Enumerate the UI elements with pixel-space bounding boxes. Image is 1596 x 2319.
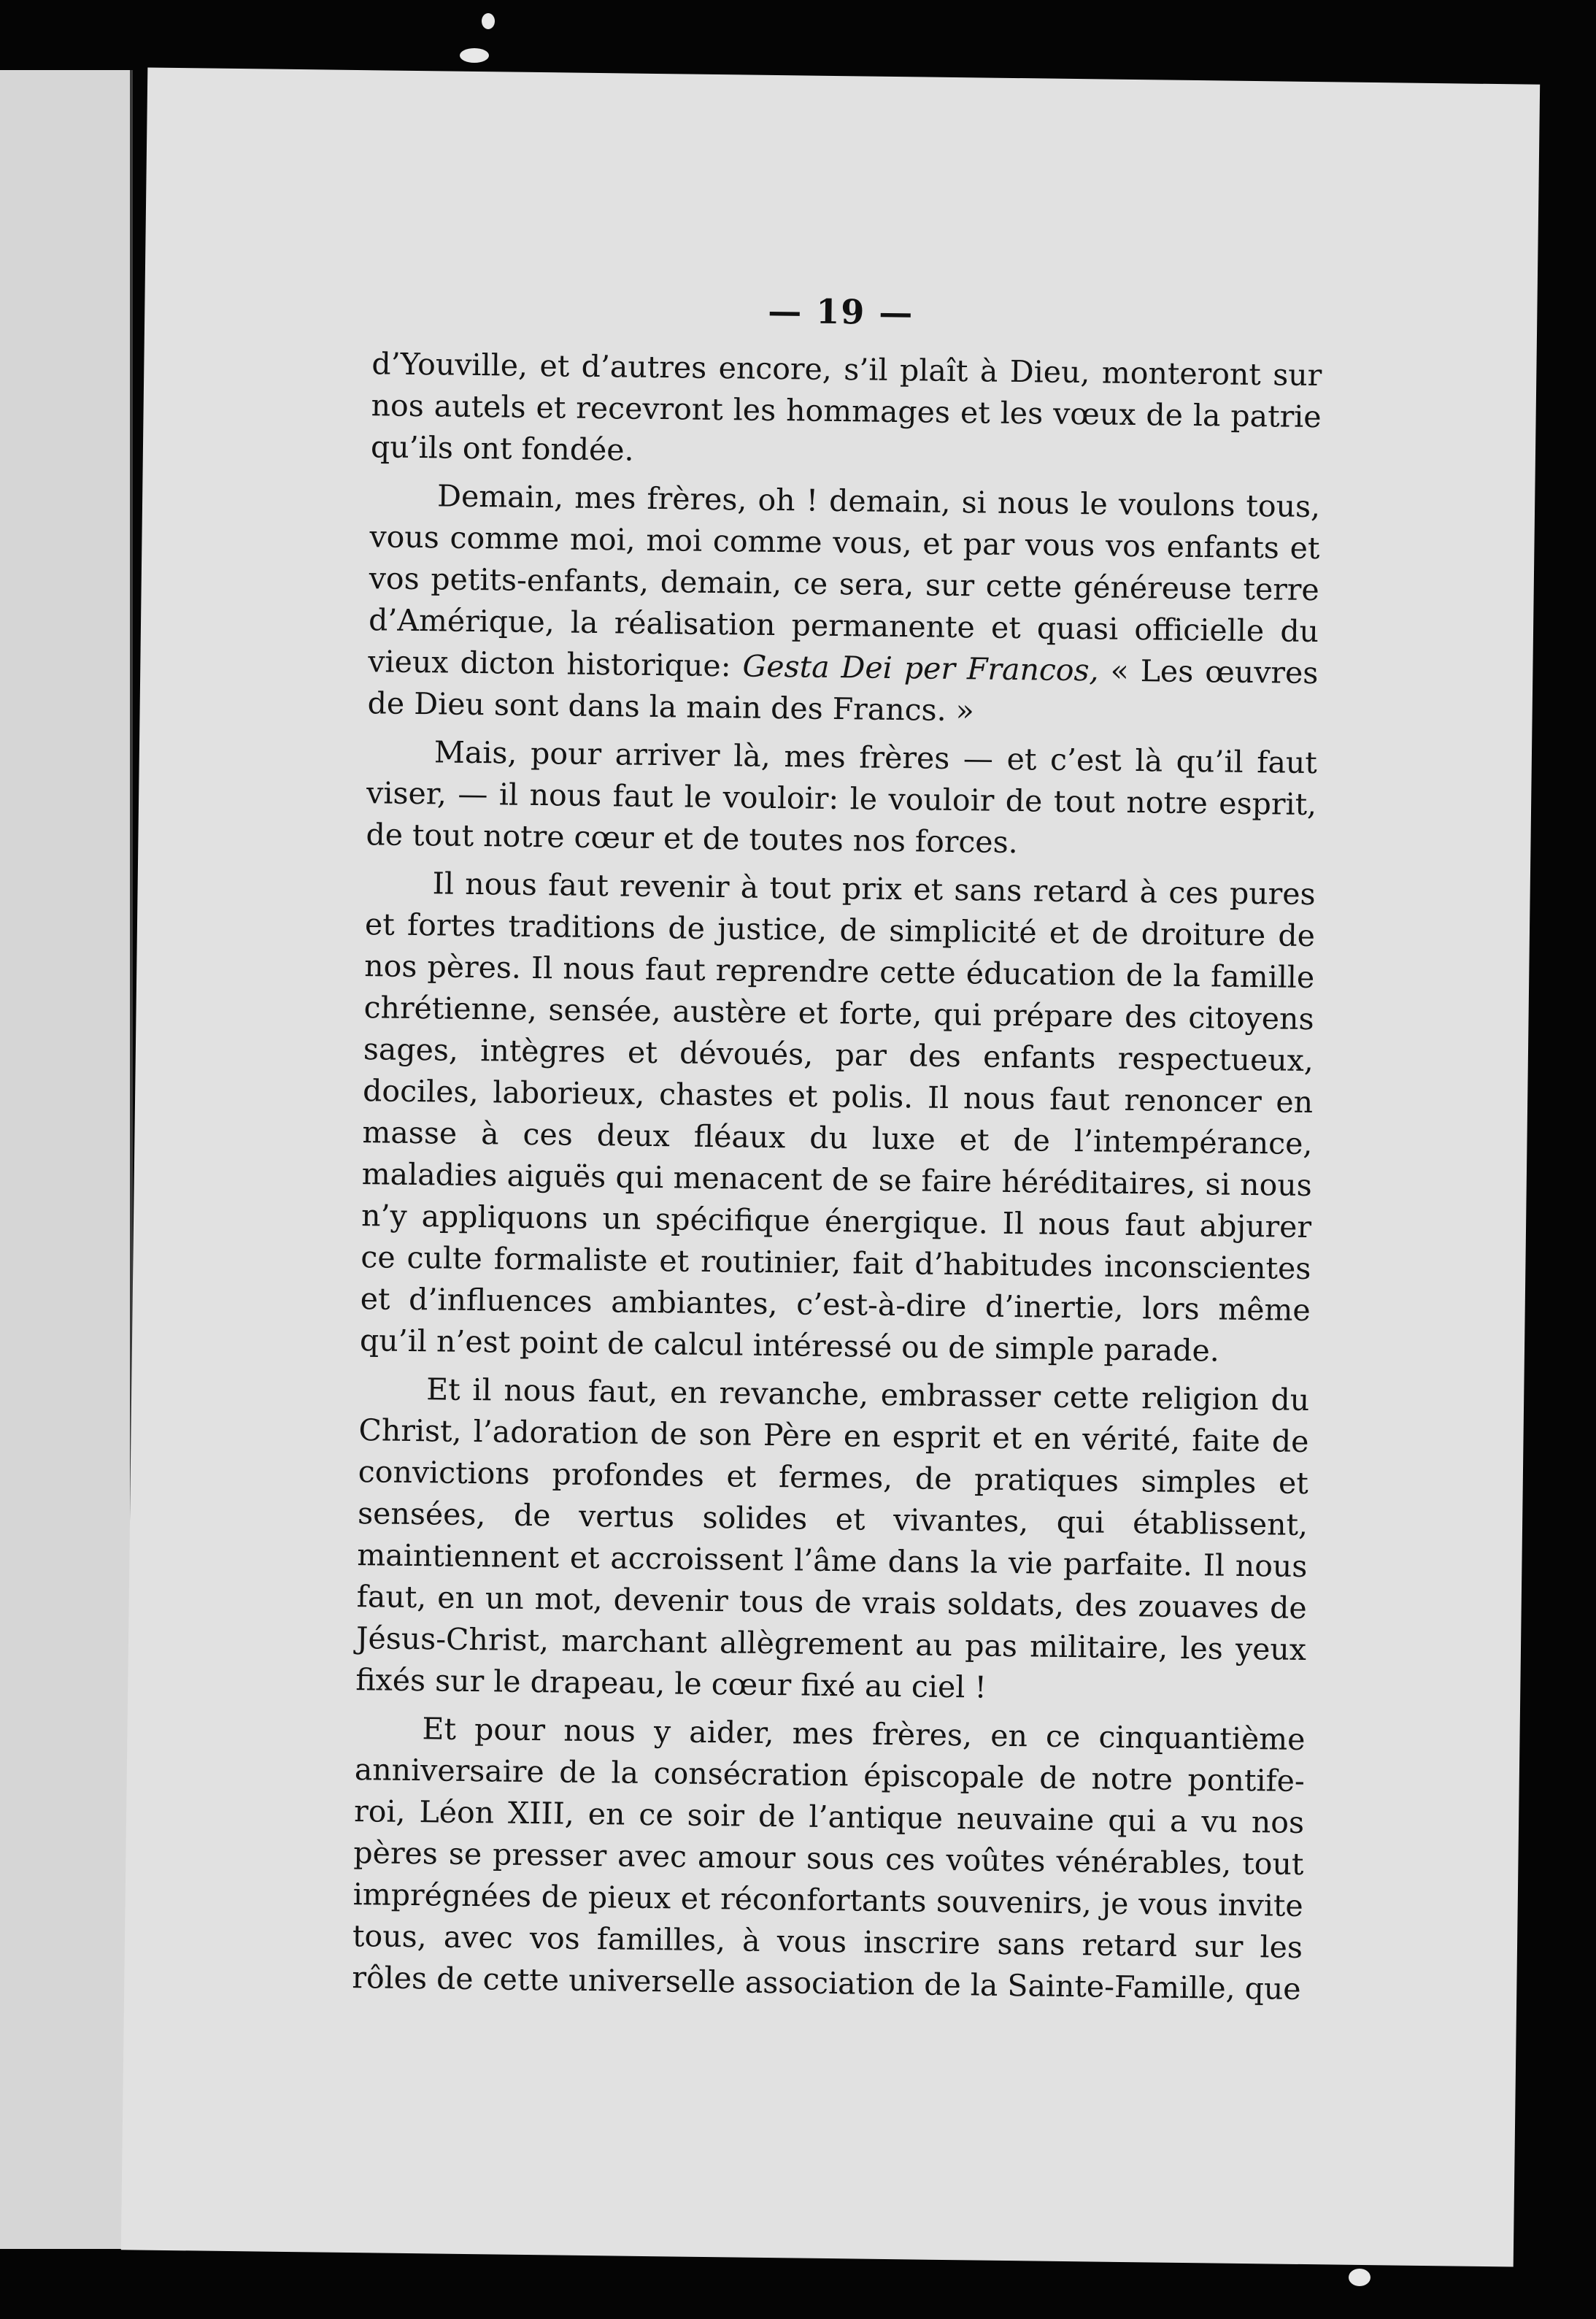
scan-speck (460, 48, 489, 63)
latin-phrase: Gesta Dei per Francos, (742, 648, 1099, 688)
paragraph-text-continued: « Les œuvres de Dieu sont dans la main des Francs. » (367, 653, 1319, 728)
paragraph-text: Demain, mes frères, oh ! demain, si nous le voulons tous, vous comme moi, moi comme vous, et par vous vos enfants et vos petits-enfants, demain, ce sera, sur cette généreuse terre d’Amérique, la réalisation permanente et quasi officielle du vieux dicton historique: (368, 478, 1321, 684)
book-page (121, 67, 1540, 2266)
paragraph (367, 474, 1320, 736)
body-text (352, 343, 1322, 2017)
paragraph: Et pour nous y aider, mes frères, en ce cinquantième anniversaire de la consécration épiscopale de notre pontife-roi, Léon XIII, en ce soir de l’antique neuvaine qui a vu nos pères se presser avec amour sous ces voûtes vénérables, tout imprégnées de pieux et réconfortants souvenirs, je vous invite tous, avec vos familles, à vous inscrire sans retard sur les rôles de cette universelle association de la Sainte-Famille, que (352, 1711, 1306, 2007)
page-number: — 19 — (767, 291, 914, 333)
facing-page-edge (0, 70, 130, 2249)
scan-speck (482, 13, 495, 29)
scan-speck (1349, 2269, 1371, 2286)
paragraph: Et il nous faut, en revanche, embrasser cette religion du Christ, l’adoration de son Père en esprit et en vérité, faite de convictions profondes et fermes, de pratiques simples et sensées, de vertus solides et vivantes, qui établissent, maintiennent et accroissent l’âme dans la vie parfaite. Il nous faut, en un mot, devenir tous de vrais soldats, des zouaves de Jésus-Christ, marchant allègrement au pas militaire, les yeux fixés sur le drapeau, le cœur fixé au ciel ! (355, 1372, 1310, 1705)
paragraph: d’Youville, et d’autres encore, s’il plaît à Dieu, monteront sur nos autels et recevront les hommages et les vœux de la patrie qu’ils ont fondée. (370, 346, 1322, 468)
paragraph: Mais, pour arriver là, mes frères — et c’est là qu’il faut viser, — il nous faut le vouloir: le vouloir de tout notre esprit, de tout notre cœur et de toutes nos forces. (366, 734, 1318, 861)
paragraph: Il nous faut revenir à tout prix et sans retard à ces pures et fortes traditions de justice, de simplicité et de droiture de nos pères. Il nous faut reprendre cette éducation de la famille chrétienne, sensée, austère et forte, qui prépare des citoyens sages, intègres et dévoués, par des enfants respectueux, dociles, laborieux, chastes et polis. Il nous faut renoncer en masse à ces deux fléaux du luxe et de l’intempérance, maladies aiguës qui menacent de se faire héréditaires, si nous n’y appliquons un spécifique énergique. Il nous faut abjurer ce culte formaliste et routinier, fait d’habitudes inconscientes et d’influences ambiantes, c’est-à-dire d’inertie, lors même qu’il n’est point de calcul intéressé ou de simple parade. (359, 866, 1316, 1369)
